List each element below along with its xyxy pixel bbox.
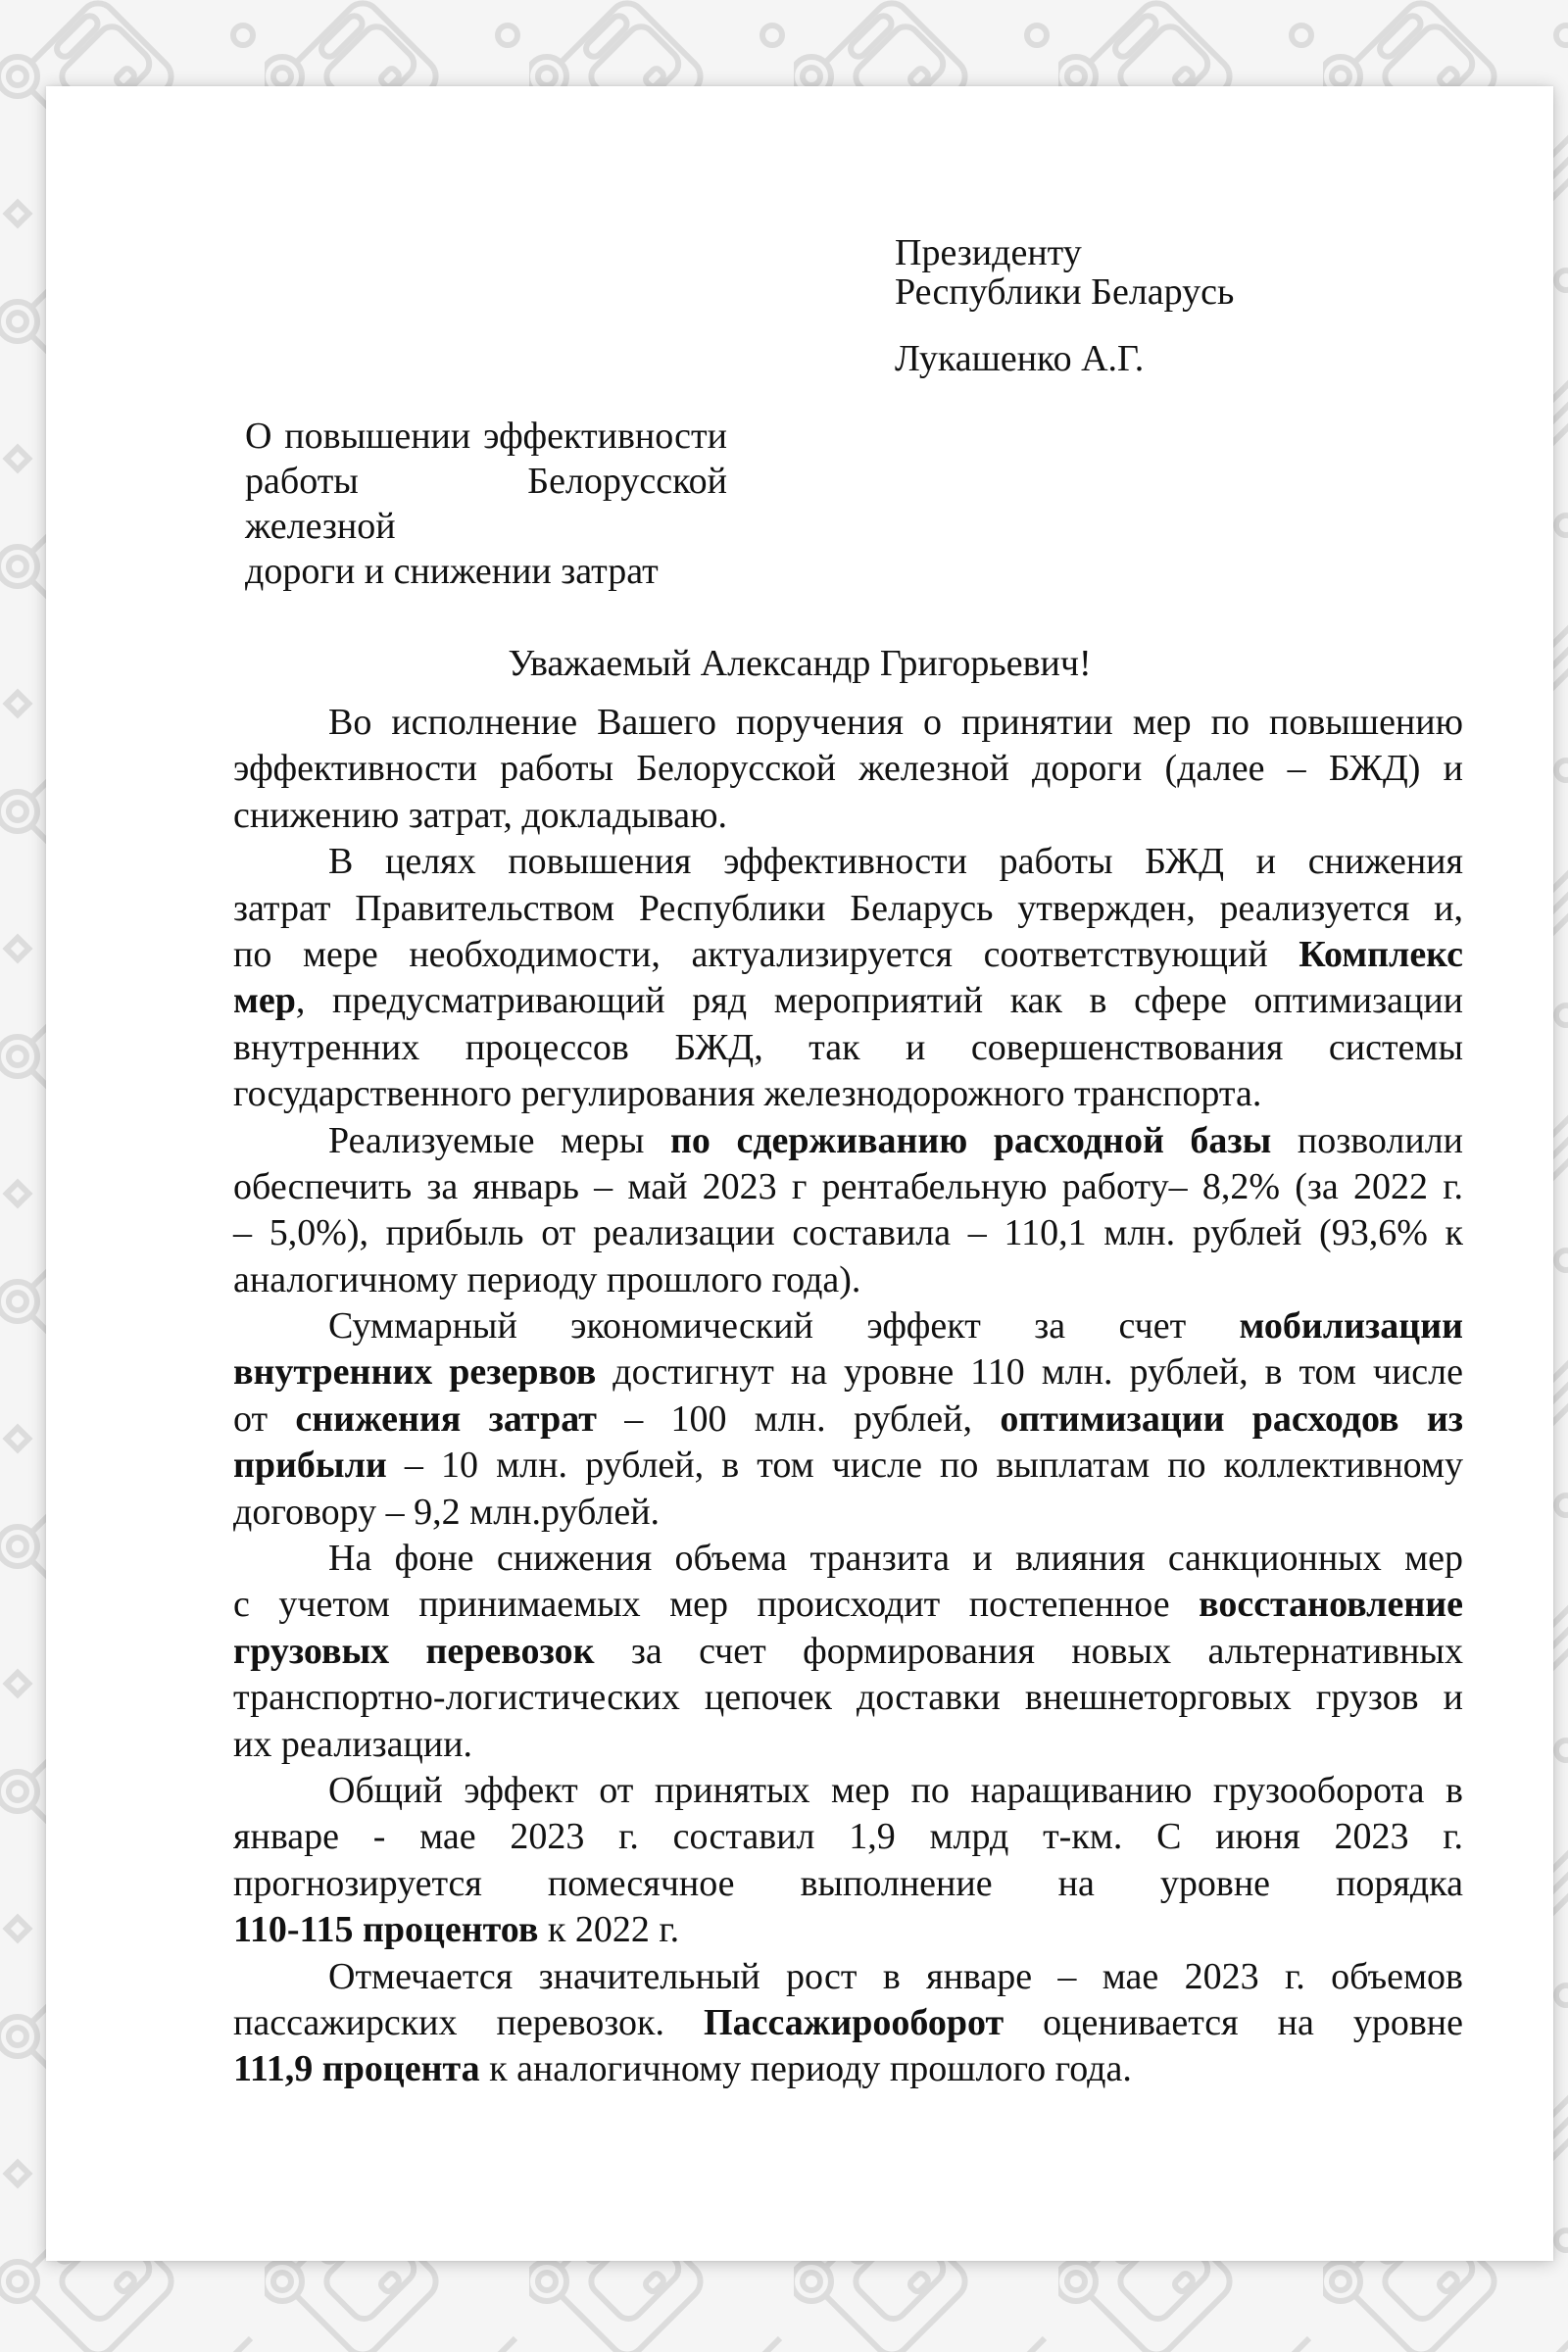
paragraph: [233, 1303, 1463, 1536]
subject-line: работы Белорусской железной: [245, 461, 727, 547]
body-line: январе - мае 2023 г. составил 1,9 млрд т-км. С июня 2023 г.: [233, 1816, 1463, 1858]
letter-body: [233, 700, 1463, 2093]
recipient-name: Лукашенко А.Г.: [895, 338, 1145, 379]
body-line: прибыли – 10 млн. рублей, в том числе по выплатам по коллективному: [233, 1445, 1463, 1487]
body-line: Реализуемые меры по сдерживанию расходной базы позволили: [328, 1119, 1463, 1161]
body-line: государственного регулирования железнодорожного транспорта.: [233, 1073, 1262, 1115]
body-line: внутренних процессов БЖД, так и совершенствования системы: [233, 1026, 1463, 1068]
letter-page: [46, 86, 1553, 2261]
body-line: обеспечить за январь – май 2023 г рентабельную работу– 8,2% (за 2022 г.: [233, 1165, 1463, 1207]
body-line: внутренних резервов достигнут на уровне 110 млн. рублей, в том числе: [233, 1351, 1463, 1394]
body-line: В целях повышения эффективности работы БЖД и снижения: [328, 841, 1463, 883]
salutation: Уважаемый Александр Григорьевич!: [508, 643, 1092, 684]
body-line: грузовых перевозок за счет формирования новых альтернативных: [233, 1630, 1463, 1672]
subject-block: [245, 414, 727, 594]
paragraph: [233, 1954, 1463, 2093]
body-line: договору – 9,2 млн.рублей.: [233, 1491, 661, 1533]
body-line: снижению затрат, докладываю.: [233, 794, 728, 836]
paragraph: [233, 839, 1463, 1117]
paragraph: [233, 1118, 1463, 1304]
body-line: по мере необходимости, актуализируется соответствующий Комплекс: [233, 933, 1463, 975]
body-line: 111,9 процента к аналогичному периоду прошлого года.: [233, 2048, 1132, 2090]
body-line: мер, предусматривающий ряд мероприятий как в сфере оптимизации: [233, 980, 1463, 1022]
body-line: эффективности работы Белорусской железной дороги (далее – БЖД) и: [233, 748, 1463, 790]
body-line: их реализации.: [233, 1723, 473, 1765]
paragraph: [233, 1768, 1463, 1954]
body-line: На фоне снижения объема транзита и влияния санкционных мер: [328, 1538, 1463, 1580]
paragraph: [233, 1536, 1463, 1768]
addressee-line: Республики Беларусь: [895, 271, 1235, 313]
subject-line: О повышении эффективности: [245, 416, 727, 457]
paragraph: [233, 700, 1463, 839]
body-line: Суммарный экономический эффект за счет мобилизации: [328, 1305, 1463, 1348]
body-line: аналогичному периоду прошлого года).: [233, 1258, 861, 1300]
body-line: от снижения затрат – 100 млн. рублей, оптимизации расходов из: [233, 1397, 1464, 1440]
subject-line: дороги и снижении затрат: [245, 551, 659, 592]
body-line: Отмечается значительный рост в январе – мае 2023 г. объемов: [328, 1955, 1463, 1997]
body-line: транспортно-логистических цепочек доставки внешнеторговых грузов и: [233, 1677, 1463, 1719]
body-line: с учетом принимаемых мер происходит постепенное восстановление: [233, 1584, 1463, 1626]
body-line: Во исполнение Вашего поручения о принятии мер по повышению: [328, 702, 1463, 743]
body-line: пассажирских перевозок. Пассажирооборот оценивается на уровне: [233, 2001, 1463, 2043]
addressee-line: Президенту: [895, 232, 1082, 273]
body-line: – 5,0%), прибыль от реализации составила – 110,1 млн. рублей (93,6% к: [233, 1212, 1463, 1254]
body-line: прогнозируется помесячное выполнение на уровне порядка: [233, 1862, 1463, 1904]
body-line: затрат Правительством Республики Беларусь утвержден, реализуется и,: [233, 887, 1463, 929]
addressee-block: [895, 233, 1234, 378]
body-line: 110-115 процентов к 2022 г.: [233, 1909, 680, 1951]
body-line: Общий эффект от принятых мер по наращиванию грузооборота в: [328, 1769, 1463, 1811]
